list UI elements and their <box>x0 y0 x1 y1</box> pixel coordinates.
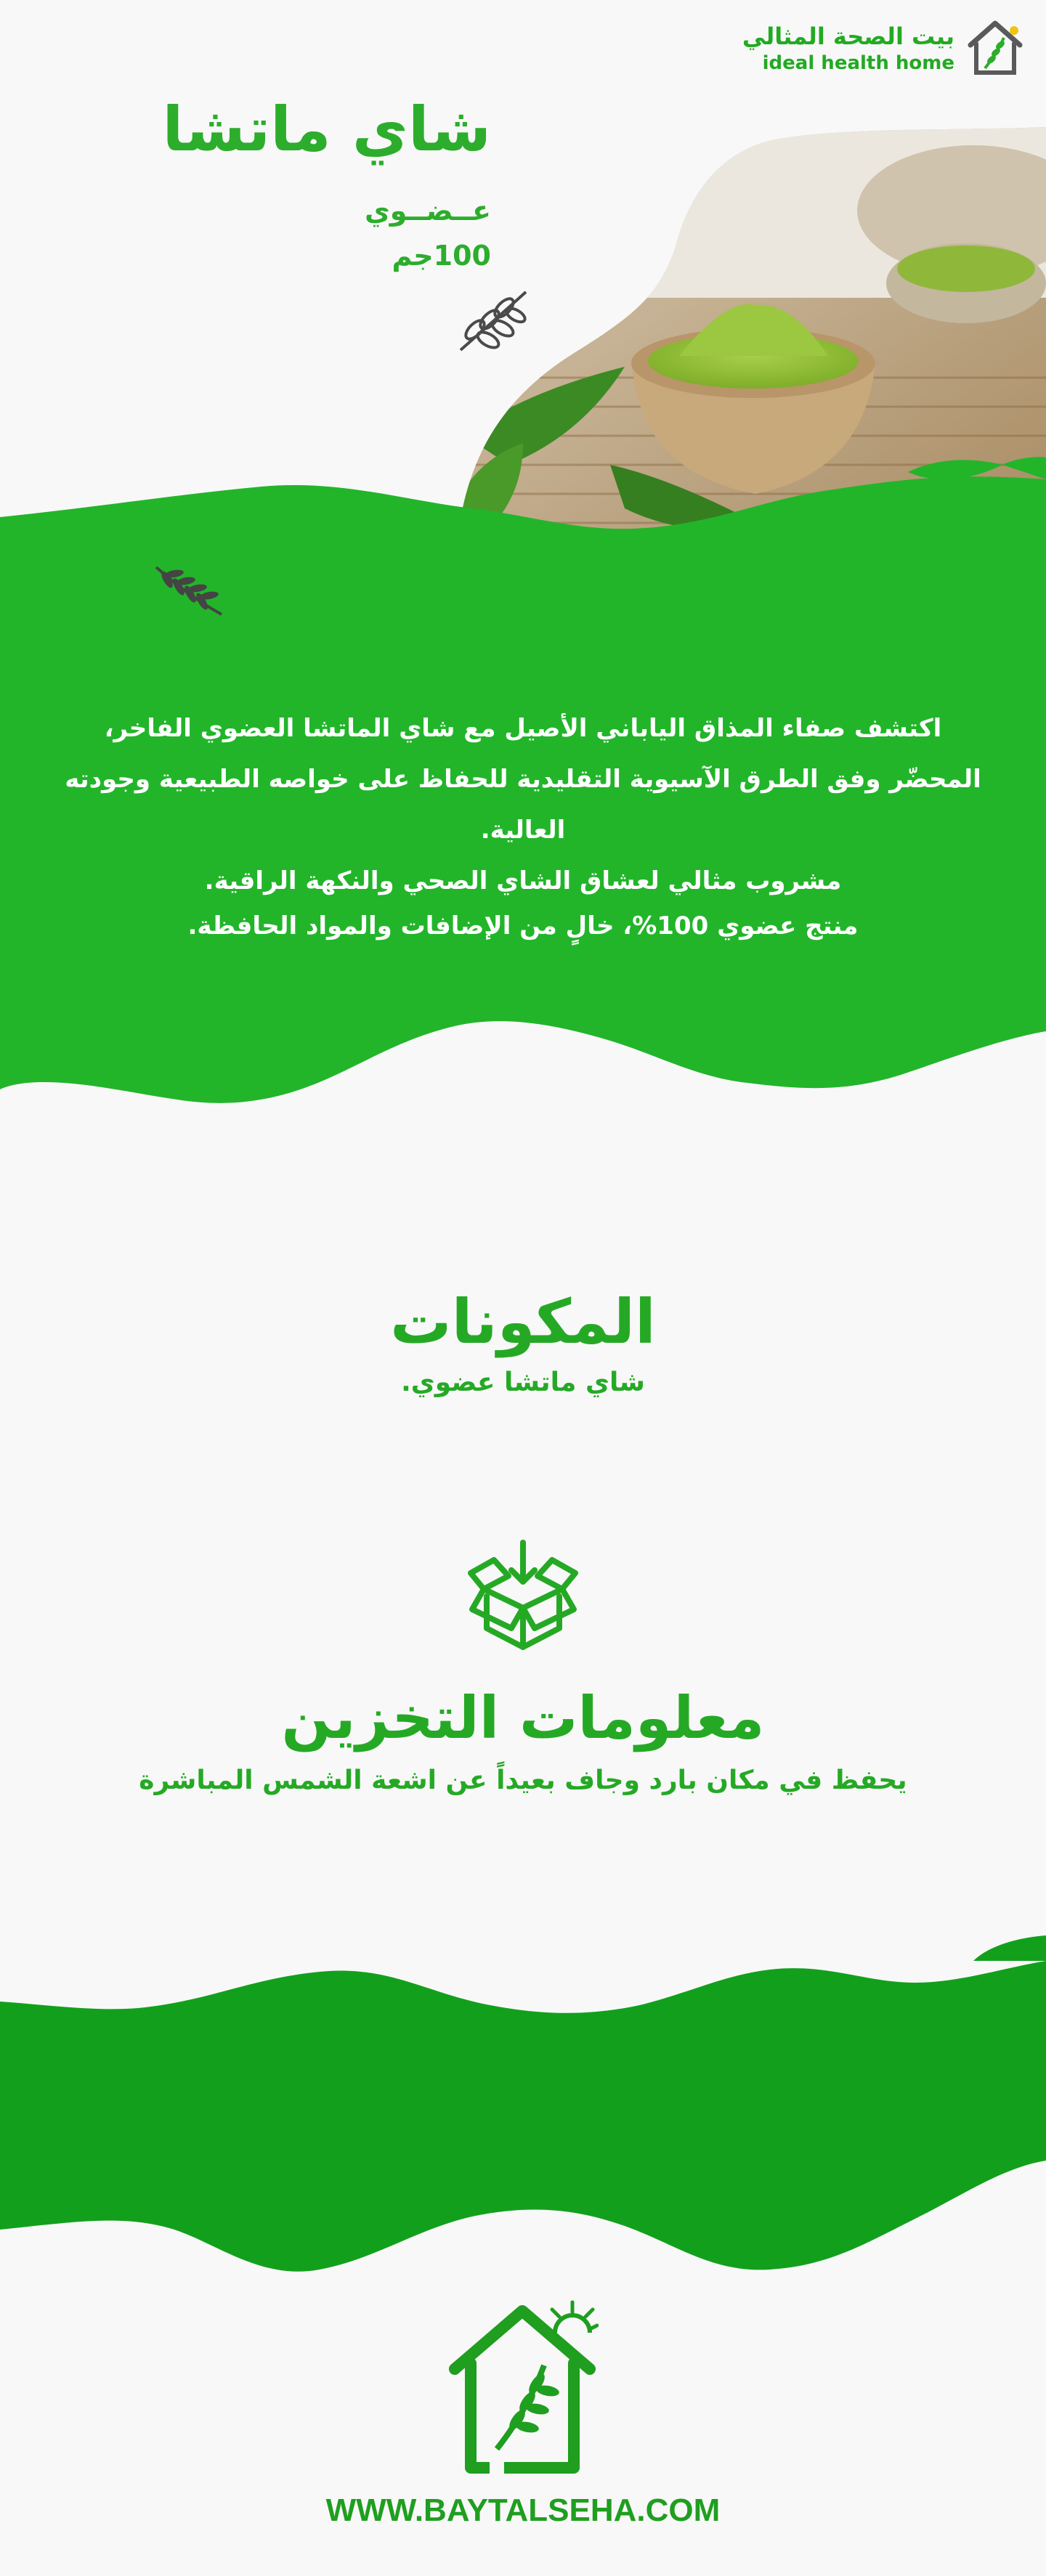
house-wheat-icon <box>966 17 1024 80</box>
website-url[interactable]: WWW.BAYTALSEHA.COM <box>325 2492 721 2528</box>
brand-header <box>742 17 1024 80</box>
brand-name-en: ideal health home <box>762 52 954 74</box>
description-line: المحضّر وفق الطرق الآسيوية التقليدية للحفاظ على خواصه الطبيعية وجودته العالية. <box>65 765 981 845</box>
description-line: اكتشف صفاء المذاق الياباني الأصيل مع شاي الماتشا العضوي الفاخر، <box>104 714 942 743</box>
house-wheat-sun-icon <box>446 2296 599 2481</box>
organic-statement <box>29 901 1017 951</box>
open-box-download-icon <box>465 1538 581 1657</box>
product-organic-label: عــضــوي <box>364 195 491 227</box>
leaf-sprig-icon <box>453 285 533 360</box>
brand-text <box>742 22 954 76</box>
ingredients-text: شاي ماتشا عضوي. <box>401 1368 645 1397</box>
ingredients-title: المكونات <box>390 1286 656 1357</box>
storage-text: يحفظ في مكان بارد وجاف بعيداً عن اشعة الشمس المباشرة <box>139 1766 907 1795</box>
storage-title: معلومات التخزين <box>281 1684 765 1752</box>
brand-name-ar: بيت الصحة المثالي <box>742 23 954 50</box>
product-weight: 100جم <box>392 240 491 272</box>
description-line: مشروب مثالي لعشاق الشاي الصحي والنكهة الراقية. <box>204 866 842 895</box>
description-line: منتج عضوي 100%، خالٍ من الإضافات والمواد الحافظة. <box>187 911 859 940</box>
wheat-sprig-icon <box>153 564 225 625</box>
product-title: شاي ماتشا <box>162 94 491 165</box>
product-description <box>29 703 1017 906</box>
